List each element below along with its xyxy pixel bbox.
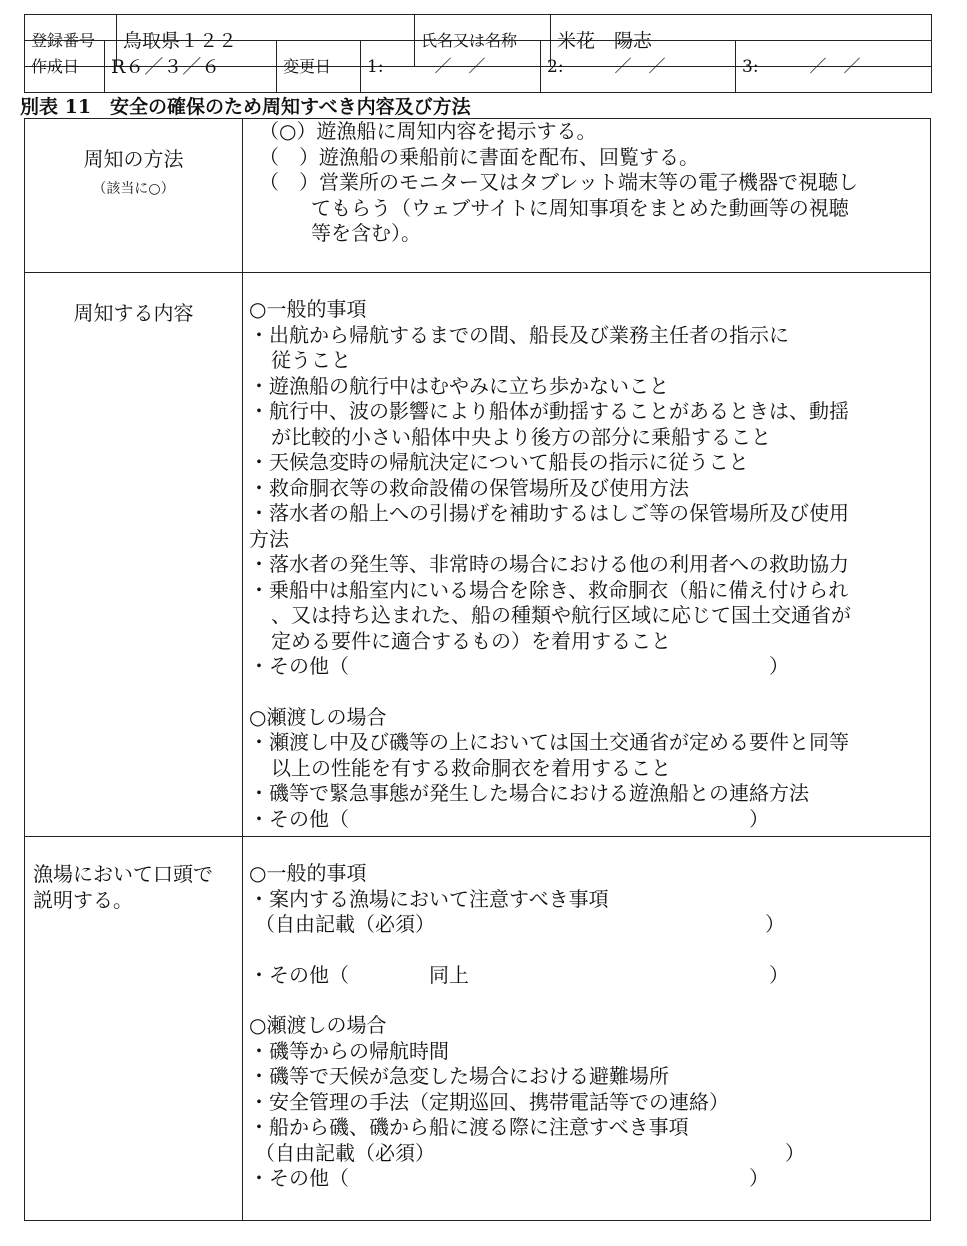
oral-line: ・磯等からの帰航時間: [249, 1038, 449, 1063]
content-line: ・乗船中は船室内にいる場合を除き、救命胴衣（船に備え付けられ: [249, 577, 849, 602]
oral-line: ・その他（ 同上 ）: [249, 962, 789, 987]
change-date-2: 2: ／ ／: [541, 41, 736, 93]
page-title: 別表 11 安全の確保のため周知すべき内容及び方法: [20, 96, 471, 118]
content-line: ・出航から帰航するまでの間、船長及び業務主任者の指示に: [249, 322, 789, 347]
registration-number-value: 鳥取県１２２: [117, 15, 415, 67]
oral-label-cell: [25, 837, 243, 1221]
content-line: が比較的小さい船体中央より後方の部分に乗船すること: [271, 424, 771, 449]
method-line: （ ）遊漁船の乗船前に書面を配布、回覧する。: [259, 144, 699, 169]
oral-line: ・案内する漁場において注意すべき事項: [249, 886, 609, 911]
content-line: 定める要件に適合するもの）を着用すること: [271, 628, 671, 653]
method-line: てもらう（ウェブサイトに周知事項をまとめた動画等の視聴: [311, 195, 849, 220]
change-date-label: 変更日: [277, 41, 361, 93]
method-sublabel: （該当に○）: [92, 181, 175, 197]
notice-table: [24, 118, 931, 1221]
oral-content-cell: [243, 837, 931, 1221]
change-date-3: 3: ／ ／: [736, 41, 932, 93]
content-line: ・天候急変時の帰航決定について船長の指示に従うこと: [249, 450, 749, 474]
content-line: ・救命胴衣等の救命設備の保管場所及び使用方法: [249, 475, 689, 500]
method-content-cell: [243, 119, 931, 273]
name-value: 米花 陽志: [551, 15, 932, 67]
oral-line: （自由記載（必須） ）: [255, 912, 785, 936]
content-label: 周知する内容: [73, 301, 194, 325]
created-date-value: R６／３／６: [105, 41, 277, 93]
oral-general-heading: ○一般的事項: [249, 861, 367, 885]
oral-line: ・その他（ ）: [249, 1166, 769, 1190]
oral-line: （自由記載（必須） ）: [255, 1140, 805, 1165]
content-cell: [243, 273, 931, 837]
date-header-table: [24, 40, 932, 93]
content-line: 従うこと: [271, 348, 351, 372]
content-line: ・その他（ ）: [249, 806, 769, 831]
oral-label-line: 説明する。: [33, 888, 133, 912]
method-line: （ ）営業所のモニター又はタブレット端末等の電子機器で視聴し: [259, 170, 858, 194]
name-label: 氏名又は名称: [415, 15, 551, 67]
oral-line: ・安全管理の手法（定期巡回、携帯電話等での連絡）: [249, 1089, 729, 1114]
content-line: ・遊漁船の航行中はむやみに立ち歩かないこと: [249, 373, 669, 398]
ferry-heading: ○瀬渡しの場合: [249, 704, 387, 729]
oral-line: ・船から磯、磯から船に渡る際に注意すべき事項: [249, 1115, 689, 1139]
general-heading: ○一般的事項: [249, 297, 367, 321]
oral-ferry-heading: ○瀬渡しの場合: [249, 1013, 387, 1037]
content-line: ・落水者の船上への引揚げを補助するはしご等の保管場所及び使用: [249, 501, 849, 525]
change-date-1: 1: ／ ／: [361, 41, 541, 93]
content-line: ・その他（ ）: [249, 654, 789, 678]
oral-line: ・磯等で天候が急変した場合における避難場所: [249, 1064, 669, 1088]
content-line: ・落水者の発生等、非常時の場合における他の利用者への救助協力: [249, 552, 849, 576]
content-line: ・磯等で緊急事態が発生した場合における遊漁船との連絡方法: [249, 781, 809, 805]
content-line: 以上の性能を有する救命胴衣を着用すること: [271, 755, 671, 780]
method-label: 周知の方法: [83, 147, 184, 171]
created-date-label: 作成日: [25, 41, 105, 93]
method-line: （○）遊漁船に周知内容を掲示する。: [259, 119, 597, 143]
method-line: 等を含む）。: [311, 221, 421, 245]
content-label-cell: [25, 273, 243, 837]
method-label-cell: [25, 119, 243, 273]
content-line: ・航行中、波の影響により船体が動揺することがあるときは、動揺: [249, 399, 849, 423]
registration-number-label: 登録番号: [25, 15, 117, 67]
oral-label-line: 漁場において口頭で: [33, 862, 213, 886]
content-line: 方法: [249, 526, 289, 551]
content-line: ・瀬渡し中及び磯等の上においては国土交通省が定める要件と同等: [249, 730, 849, 754]
content-line: 、又は持ち込まれた、船の種類や航行区域に応じて国土交通省が: [271, 603, 851, 627]
